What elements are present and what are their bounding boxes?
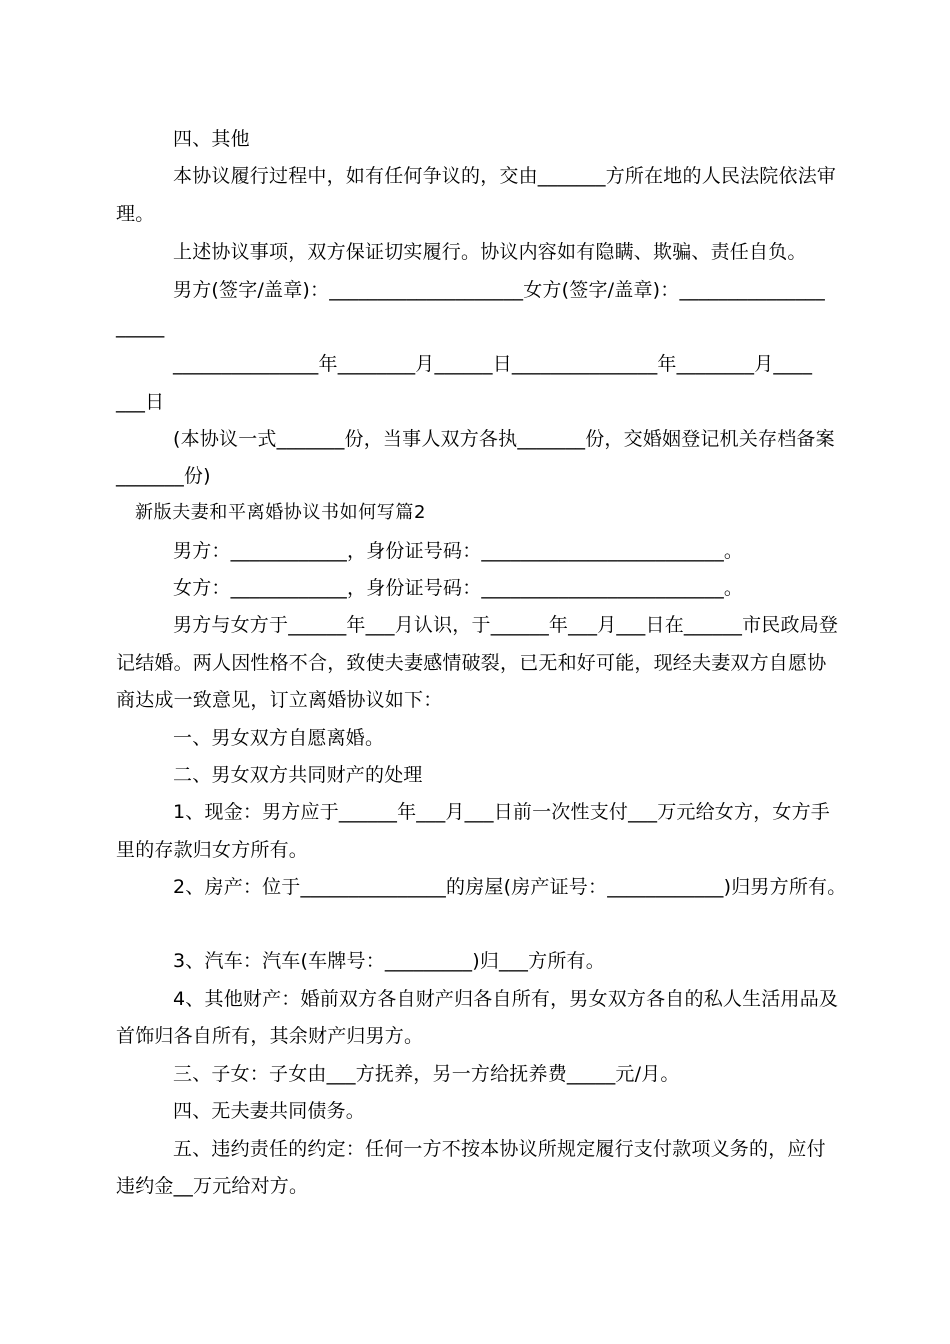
clause-line: 4、其他财产：婚前双方各自财产归各自所有，男女双方各自的私人生活用品及: [173, 988, 839, 1010]
male-party-line: 男方：____________，身份证号码：_________________________。: [173, 540, 744, 562]
clause-line: 四、无夫妻共同债务。: [173, 1100, 366, 1122]
article-title: 新版夫妻和平离婚协议书如何写篇2: [135, 502, 427, 523]
paragraph-line: 商达成一致意见，订立离婚协议如下：: [116, 689, 443, 711]
paragraph-line: 记结婚。两人因性格不合，致使夫妻感情破裂，已无和好可能，现经夫妻双方自愿协: [116, 652, 827, 674]
signature-line: 男方(签字/盖章)：____________________女方(签字/盖章)：_______________: [173, 279, 825, 301]
clause-line: 二、男女双方共同财产的处理: [173, 764, 423, 786]
copies-note: (本协议一式_______份，当事人双方各执_______份，交婚姻登记机关存档备案: [173, 428, 835, 450]
clause-line: 1、现金：男方应于______年___月___日前一次性支付___万元给女方，女方手: [173, 801, 830, 823]
clause-line-continuation: 首饰归各自所有，其余财产归男方。: [116, 1025, 424, 1047]
signature-line-continuation: _____: [116, 316, 165, 338]
paragraph-line: 本协议履行过程中，如有任何争议的，交由_______方所在地的人民法院依法审: [173, 165, 837, 187]
clause-line: 2、房产：位于_______________的房屋(房产证号：____________)归男方所有。: [173, 876, 847, 898]
clause-line-continuation: 里的存款归女方所有。: [116, 839, 309, 861]
paragraph-line: 理。: [116, 203, 155, 225]
section-heading-other: 四、其他: [173, 128, 250, 150]
female-party-line: 女方：____________，身份证号码：_________________________。: [173, 577, 744, 599]
date-line-continuation: ___日: [116, 391, 165, 413]
clause-line-continuation: 违约金__万元给对方。: [116, 1175, 309, 1197]
copies-note-continuation: _______份): [116, 465, 211, 487]
clause-line: 3、汽车：汽车(车牌号：_________)归___方所有。: [173, 950, 605, 972]
clause-line: 五、违约责任的约定：任何一方不按本协议所规定履行支付款项义务的，应付: [173, 1138, 826, 1160]
clause-line: 三、子女：子女由___方抚养，另一方给抚养费_____元/月。: [173, 1063, 680, 1085]
paragraph-line: 男方与女方于______年___月认识，于______年___月___日在______市民政局登: [173, 614, 839, 636]
date-line: _______________年________月______日_______________年________月____: [173, 353, 813, 375]
clause-line: 一、男女双方自愿离婚。: [173, 727, 385, 749]
paragraph-line: 上述协议事项，双方保证切实履行。协议内容如有隐瞒、欺骗、责任自负。: [173, 241, 807, 263]
